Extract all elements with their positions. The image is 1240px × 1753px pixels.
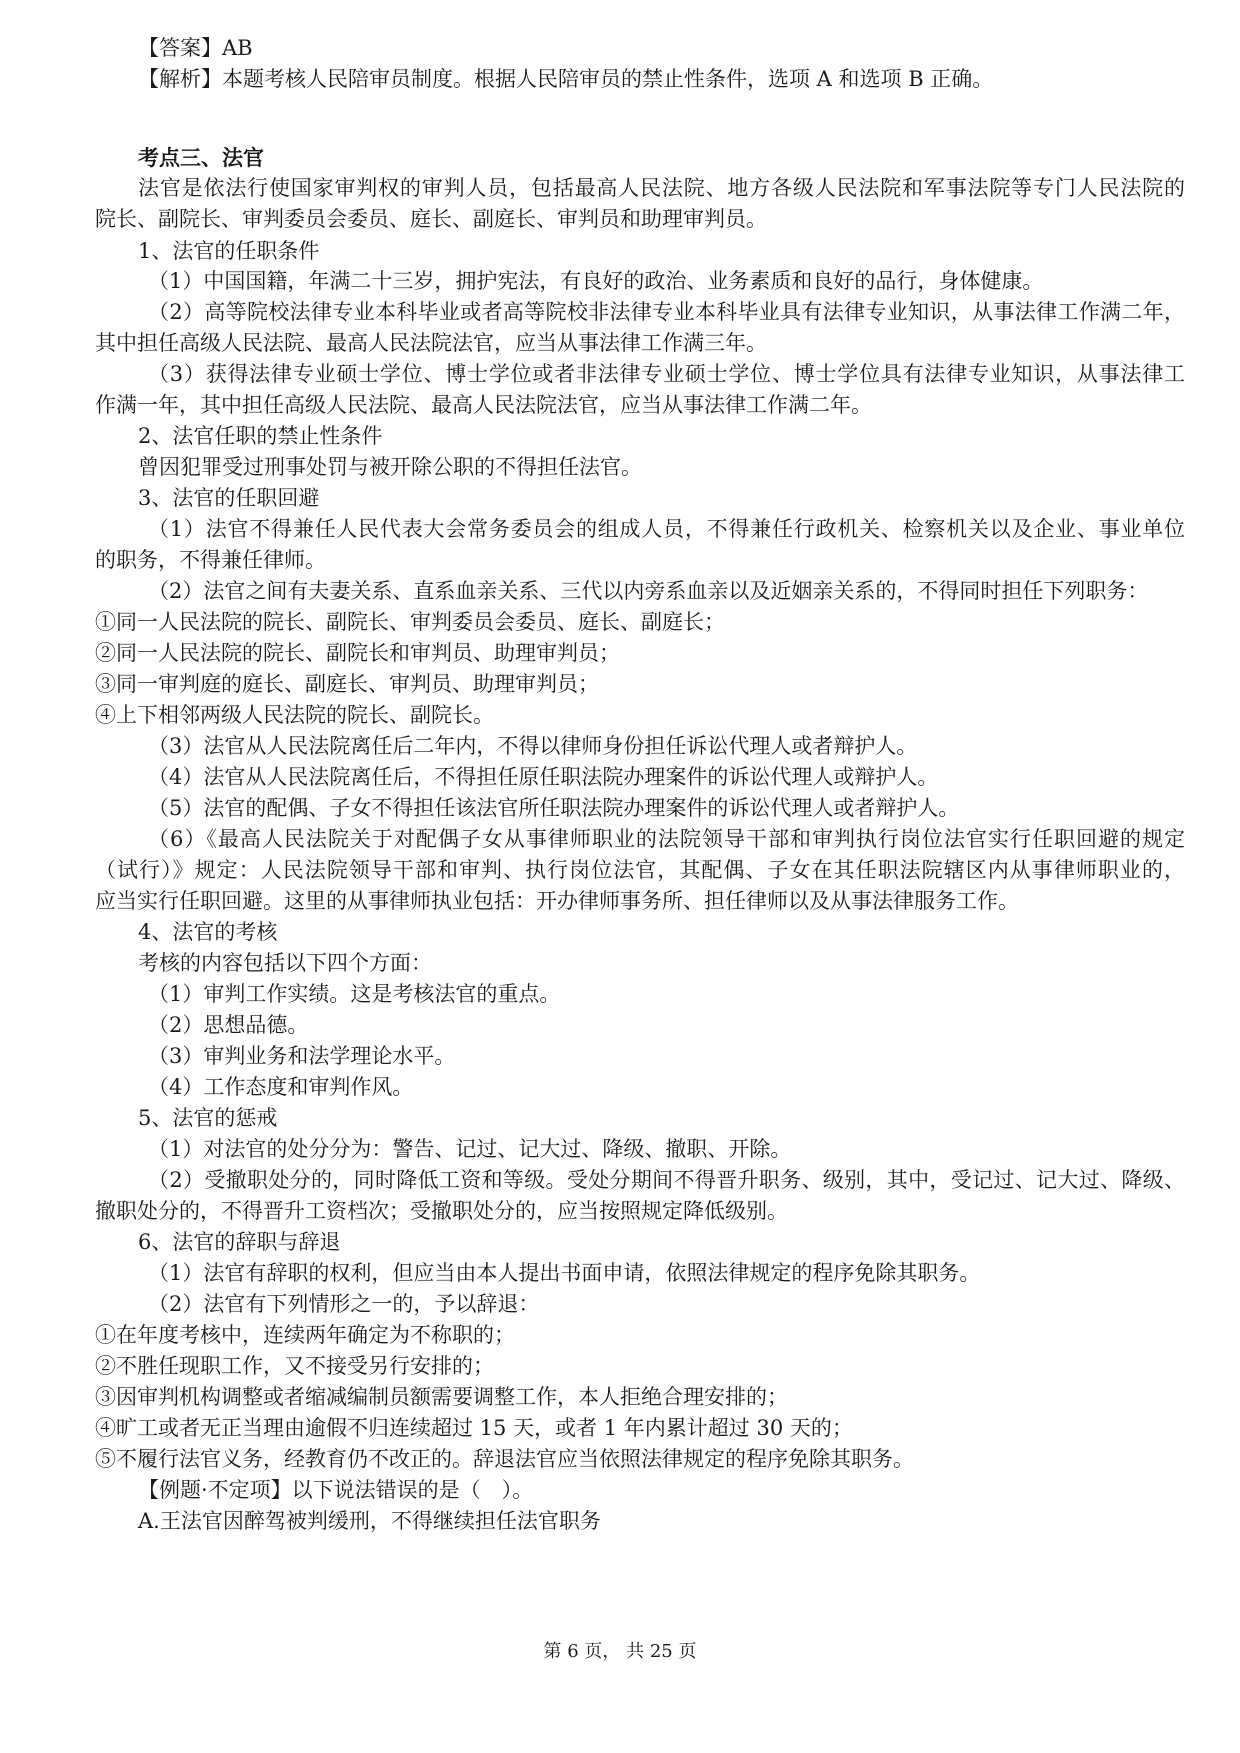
- s5-item-1: （1）对法官的处分分为：警告、记过、记大过、降级、撤职、开除。: [148, 1137, 792, 1161]
- analysis-line: 【解析】本题考核人民陪审员制度。根据人民陪审员的禁止性条件，选项 A 和选项 B 正确。: [138, 67, 994, 91]
- s3-clause-2: ②同一人民法院的院长、副院长和审判员、助理审判员；: [95, 641, 620, 665]
- s3-item-1a: （1）法官不得兼任人民代表大会常务委员会的组成人员，不得兼任行政机关、检察机关以及企业、事业单位: [148, 517, 1185, 541]
- s3-item-5: （5）法官的配偶、子女不得担任该法官所任职法院办理案件的诉讼代理人或者辩护人。: [148, 796, 960, 820]
- s3-item-2: （2）法官之间有夫妻关系、直系血亲关系、三代以内旁系血亲以及近姻亲关系的，不得同时担任下列职务：: [148, 579, 1149, 603]
- s3-clause-4: ④上下相邻两级人民法院的院长、副院长。: [95, 703, 494, 727]
- example-question: 【例题·不定项】以下说法错误的是（ ）。: [138, 1478, 534, 1502]
- s1-item-2b: 其中担任高级人民法院、最高人民法院法官，应当从事法律工作满三年。: [95, 331, 767, 355]
- s4-item-2: （2）思想品德。: [148, 1013, 309, 1037]
- s5-title: 5、法官的惩戒: [138, 1106, 278, 1130]
- s1-item-3a: （3）获得法律专业硕士学位、博士学位或者非法律专业硕士学位、博士学位具有法律专业知识，从事法律工: [148, 362, 1185, 386]
- s6-clause-4: ④旷工或者无正当理由逾假不归连续超过 15 天，或者 1 年内累计超过 30 天的；: [95, 1416, 853, 1440]
- s4-intro: 考核的内容包括以下四个方面：: [138, 951, 432, 975]
- page-footer: 第 6 页， 共 25 页: [543, 1641, 697, 1662]
- s3-item-1b: 的职务，不得兼任律师。: [95, 548, 326, 572]
- s6-item-1: （1）法官有辞职的权利，但应当由本人提出书面申请，依照法律规定的程序免除其职务。: [148, 1261, 981, 1285]
- s6-clause-3: ③因审判机构调整或者缩减编制员额需要调整工作，本人拒绝合理安排的；: [95, 1385, 788, 1409]
- s6-clause-1: ①在年度考核中，连续两年确定为不称职的；: [95, 1323, 515, 1347]
- s3-clause-3: ③同一审判庭的庭长、副庭长、审判员、助理审判员；: [95, 672, 599, 696]
- s1-item-1: （1）中国国籍，年满二十三岁，拥护宪法，有良好的政治、业务素质和良好的品行，身体健康。: [148, 269, 1044, 293]
- s3-item-3: （3）法官从人民法院离任后二年内，不得以律师身份担任诉讼代理人或者辩护人。: [148, 734, 918, 758]
- s1-item-2a: （2）高等院校法律专业本科毕业或者高等院校非法律专业本科毕业具有法律专业知识，从事法律工作满二年，: [148, 300, 1185, 324]
- answer-line: 【答案】AB: [138, 36, 253, 60]
- s3-item-6c: 应当实行任职回避。这里的从事律师执业包括：开办律师事务所、担任律师以及从事法律服务工作。: [95, 889, 1019, 913]
- s3-title: 3、法官的任职回避: [138, 486, 320, 510]
- s6-clause-5: ⑤不履行法官义务，经教育仍不改正的。辞退法官应当依照法律规定的程序免除其职务。: [95, 1447, 914, 1471]
- s6-item-2: （2）法官有下列情形之一的，予以辞退：: [148, 1292, 540, 1316]
- s6-clause-2: ②不胜任现职工作，又不接受另行安排的；: [95, 1354, 494, 1378]
- s3-item-4: （4）法官从人民法院离任后，不得担任原任职法院办理案件的诉讼代理人或辩护人。: [148, 765, 939, 789]
- s1-title: 1、法官的任职条件: [138, 239, 320, 263]
- s3-item-6a: （6）《最高人民法院关于对配偶子女从事律师职业的法院领导干部和审判执行岗位法官实行任职回避的规定: [148, 827, 1185, 851]
- s6-title: 6、法官的辞职与辞退: [138, 1230, 341, 1254]
- s4-title: 4、法官的考核: [138, 920, 278, 944]
- s5-item-2b: 撤职处分的，不得晋升工资档次；受撤职处分的，应当按照规定降低级别。: [95, 1199, 788, 1223]
- s4-item-1: （1）审判工作实绩。这是考核法官的重点。: [148, 982, 561, 1006]
- s2-item-1: 曾因犯罪受过刑事处罚与被开除公职的不得担任法官。: [138, 455, 642, 479]
- s5-item-2a: （2）受撤职处分的，同时降低工资和等级。受处分期间不得晋升职务、级别，其中，受记过、记大过、降级、: [148, 1168, 1185, 1192]
- intro-line-2: 院长、副院长、审判委员会委员、庭长、副庭长、审判员和助理审判员。: [95, 207, 767, 231]
- example-option-a: A.王法官因醉驾被判缓刑，不得继续担任法官职务: [138, 1509, 601, 1533]
- s4-item-3: （3）审判业务和法学理论水平。: [148, 1044, 456, 1068]
- s3-clause-1: ①同一人民法院的院长、副院长、审判委员会委员、庭长、副庭长；: [95, 610, 725, 634]
- s4-item-4: （4）工作态度和审判作风。: [148, 1075, 414, 1099]
- intro-line-1: 法官是依法行使国家审判权的审判人员，包括最高人民法院、地方各级人民法院和军事法院等专门人民法院的: [138, 176, 1185, 200]
- s3-item-6b: （试行）》规定：人民法院领导干部和审判、执行岗位法官，其配偶、子女在其任职法院辖区内从事律师职业的，: [95, 858, 1185, 882]
- s2-title: 2、法官任职的禁止性条件: [138, 424, 383, 448]
- section-title: 考点三、法官: [138, 145, 264, 170]
- s1-item-3b: 作满一年，其中担任高级人民法院、最高人民法院法官，应当从事法律工作满二年。: [95, 393, 872, 417]
